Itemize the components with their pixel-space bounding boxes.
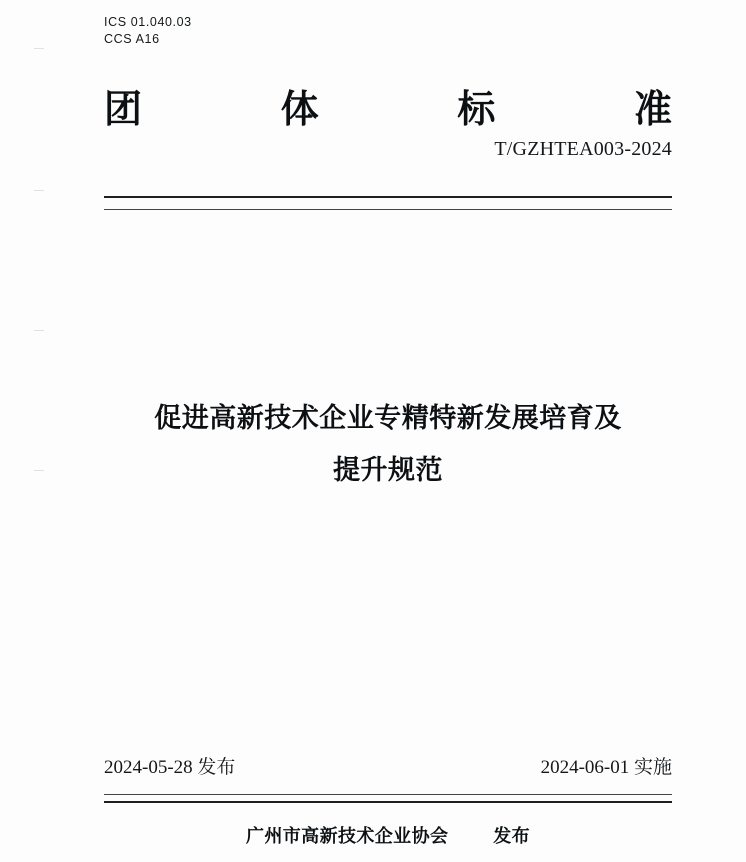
scan-margin-mark	[34, 470, 44, 471]
release-date: 2024-05-28 发布	[104, 757, 236, 778]
standard-type-char-1: 团	[104, 89, 143, 131]
ccs-code: CCS A16	[104, 32, 160, 46]
issuer-action: 发布	[493, 826, 531, 846]
header-rule-thin	[104, 209, 672, 210]
standard-number: T/GZHTEA003-2024	[494, 138, 672, 160]
header-rule-thick	[104, 196, 672, 198]
page-title-line-1: 促进高新技术企业专精特新发展培育及	[154, 403, 622, 433]
standard-type-char-4: 准	[633, 89, 672, 131]
footer-rule-thin	[104, 794, 672, 795]
ics-code: ICS 01.040.03	[104, 15, 192, 29]
publication-dates	[104, 752, 672, 779]
page-title	[90, 392, 686, 496]
footer-rule-thick	[104, 801, 672, 803]
scan-margin-mark	[34, 330, 44, 331]
classification-codes	[104, 14, 192, 48]
standard-type-heading	[104, 78, 672, 133]
standard-type-char-3: 标	[457, 89, 496, 131]
page-title-line-2: 提升规范	[333, 455, 443, 485]
issuer-line	[104, 822, 672, 848]
scan-margin-mark	[34, 48, 44, 49]
implementation-date: 2024-06-01 实施	[540, 757, 672, 778]
standard-type-char-2: 体	[280, 89, 319, 131]
issuer-name: 广州市高新技术企业协会	[245, 826, 449, 846]
scan-margin-mark	[34, 190, 44, 191]
